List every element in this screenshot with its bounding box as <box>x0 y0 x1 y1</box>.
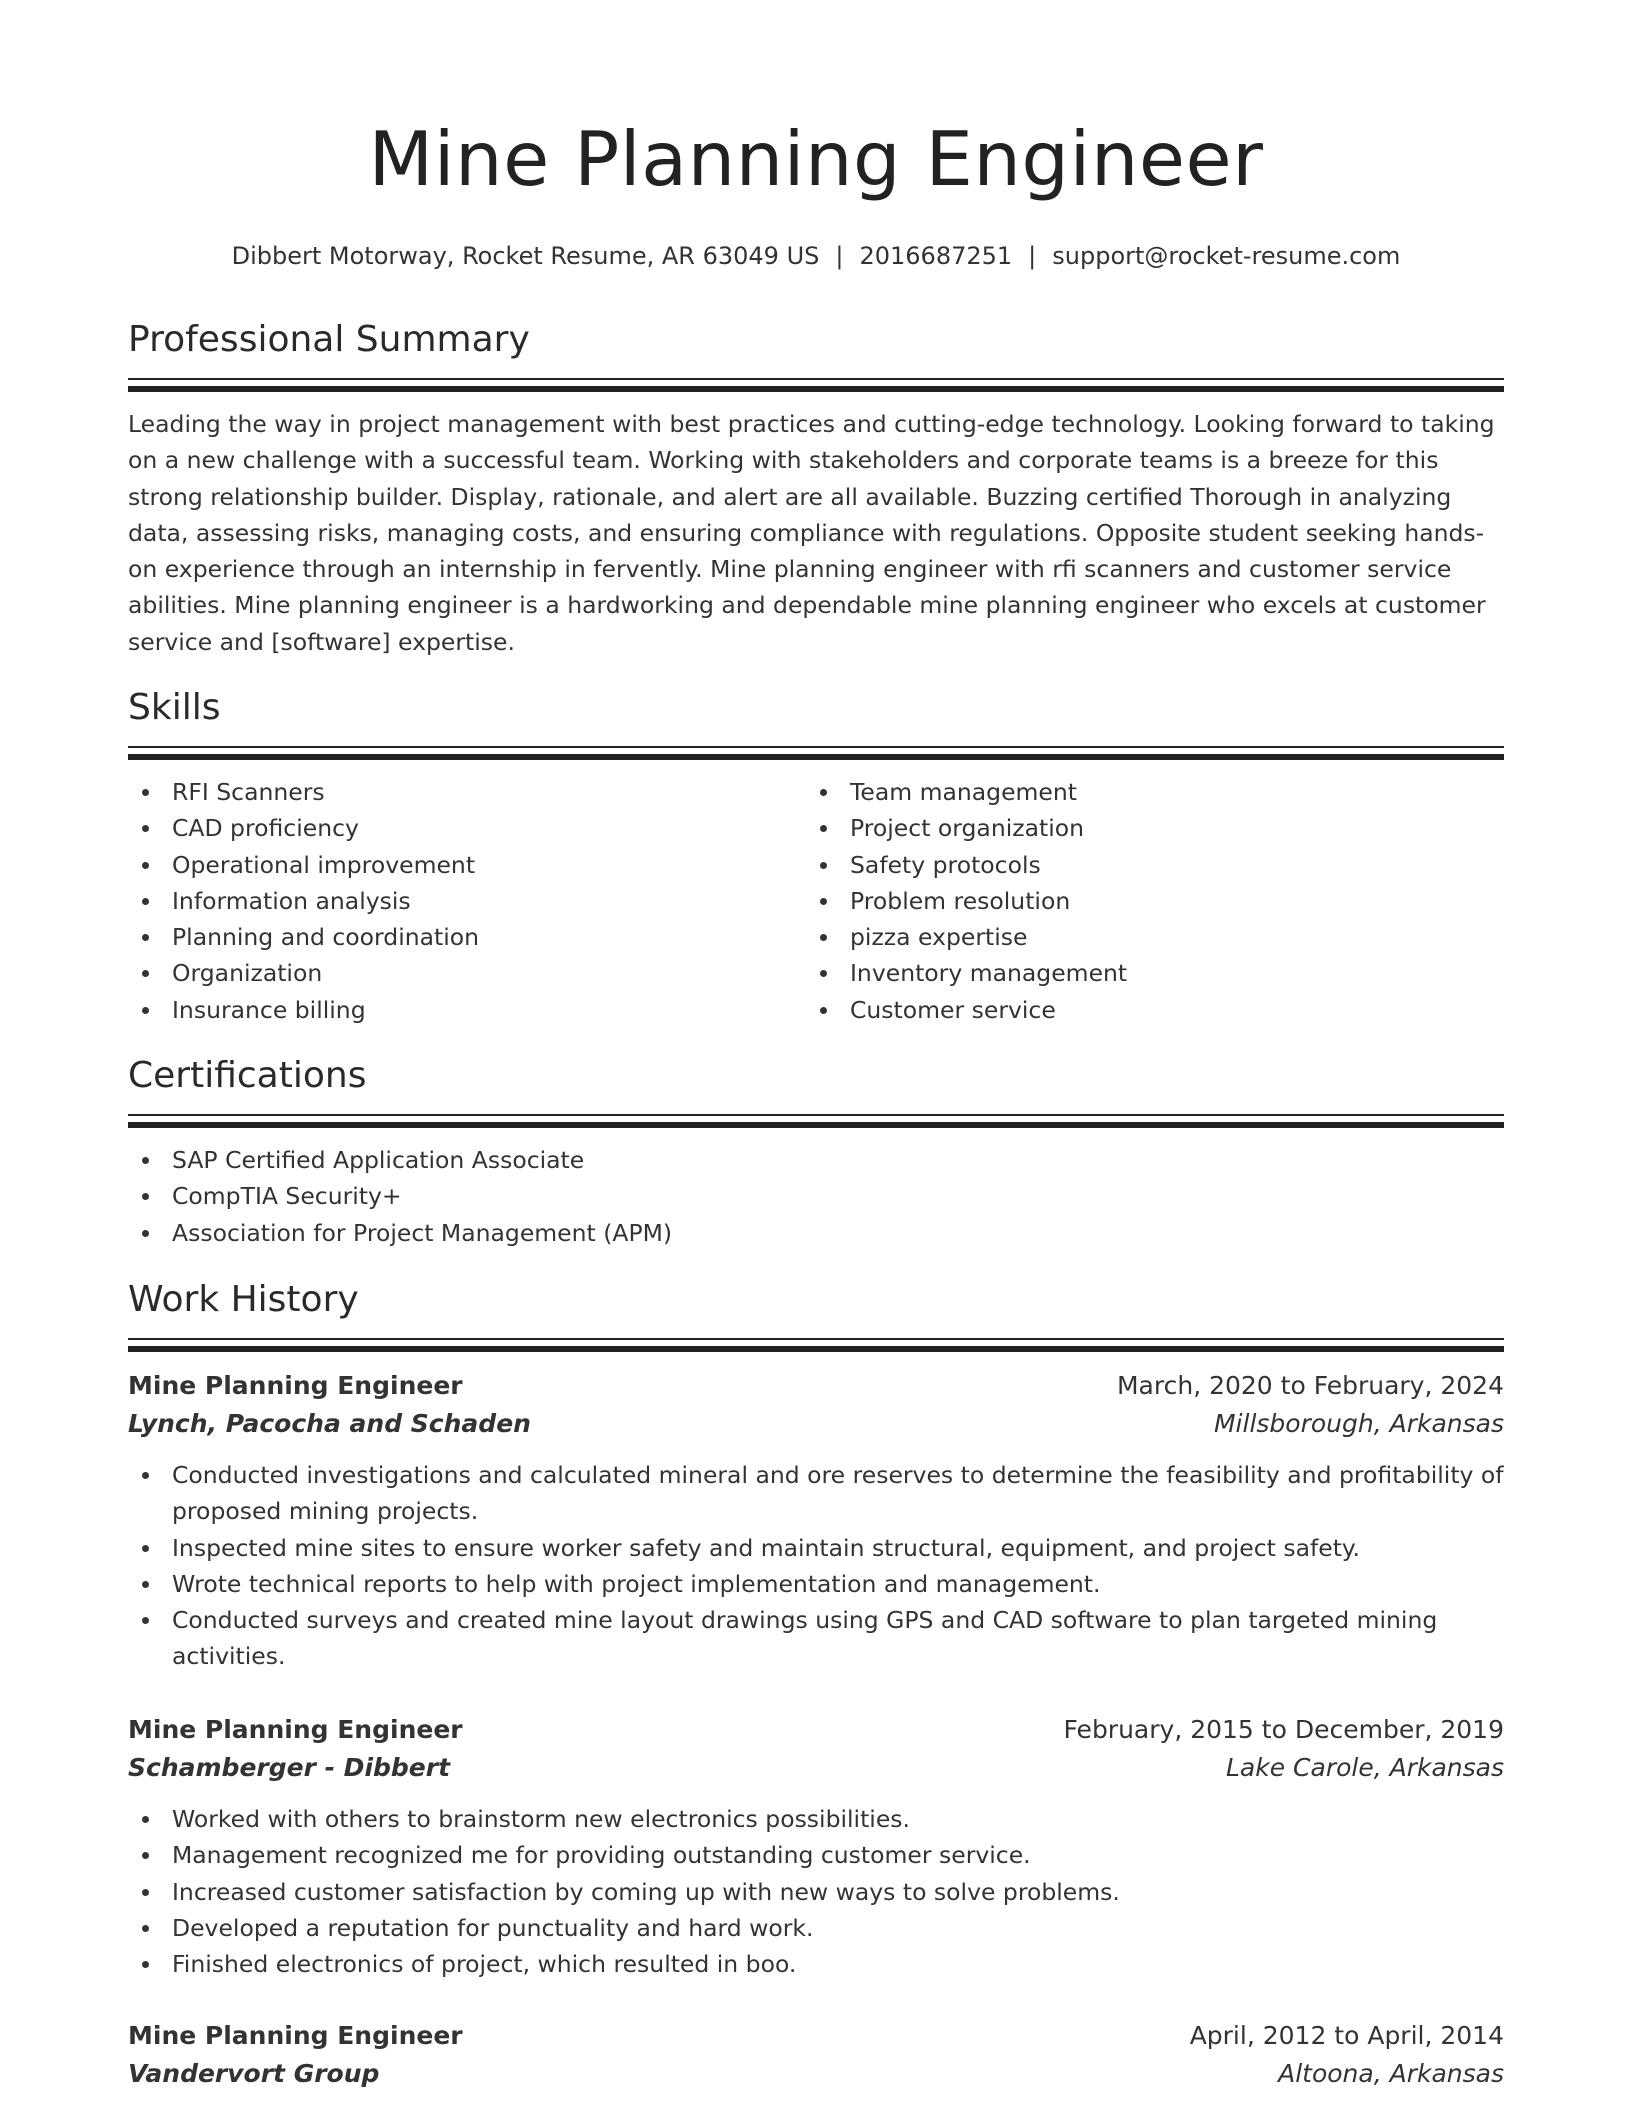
job-company: Schamberger - Dibbert <box>128 1753 451 1782</box>
job-company: Vandervort Group <box>128 2059 380 2088</box>
job-dates: February, 2015 to December, 2019 <box>1063 1715 1504 1744</box>
job-entry <box>128 1711 1504 1982</box>
contact-separator: | <box>835 242 844 270</box>
summary-body <box>128 406 1504 660</box>
section-title-certifications: Certifications <box>128 1055 367 1096</box>
summary-section <box>128 318 1504 362</box>
certifications-section <box>128 1054 1504 1098</box>
job-bullet: Conducted investigations and calculated mineral and ore reserves to determine the feasibility and profitability of proposed mining projects. <box>128 1457 1504 1530</box>
job-location: Lake Carole, Arkansas <box>1225 1753 1504 1782</box>
job-bullet: Conducted surveys and created mine layout drawings using GPS and CAD software to plan targeted mining activities. <box>128 1602 1504 1675</box>
job-title: Mine Planning Engineer <box>128 1371 463 1400</box>
skill-item: Operational improvement <box>128 847 806 883</box>
job-bullets <box>128 1801 1504 1982</box>
skill-item: Information analysis <box>128 883 806 919</box>
skill-item: Organization <box>128 955 806 991</box>
skill-item: Team management <box>806 774 1484 810</box>
certification-item: SAP Certified Application Associate <box>128 1142 1504 1178</box>
job-bullet: Increased customer satisfaction by coming up with new ways to solve problems. <box>128 1874 1504 1910</box>
section-divider <box>128 1114 1504 1128</box>
summary-text: Leading the way in project management with best practices and cutting-edge technology. Looking forward to taking on a new challenge with a successful team. Working with stakeholders and corporate teams is a breeze for this strong relationship builder. Display, rationale, and alert are all available. Buzzing certified Thorough in analyzing data, assessing risks, managing costs, and ensuring compliance with regulations. Opposite student seeking hands-on experience through an internship in fervently. Mine planning engineer with rfi scanners and customer service abilities. Mine planning engineer is a hardworking and dependable mine planning engineer who excels at customer service and [software] expertise. <box>128 410 1495 656</box>
skill-item: RFI Scanners <box>128 774 806 810</box>
resume-name: Mine Planning Engineer <box>368 115 1264 203</box>
section-title-skills: Skills <box>128 687 221 728</box>
section-divider <box>128 1338 1504 1352</box>
skill-item: Planning and coordination <box>128 919 806 955</box>
job-dates: April, 2012 to April, 2014 <box>1189 2021 1504 2050</box>
skill-item: Inventory management <box>806 955 1484 991</box>
skills-section <box>128 686 1504 730</box>
job-entry <box>128 1367 1504 1675</box>
job-bullet: Worked with others to brainstorm new electronics possibilities. <box>128 1801 1504 1837</box>
job-entry <box>128 2017 1504 2093</box>
contact-email[interactable]: support@rocket-resume.com <box>1052 242 1401 270</box>
contact-line <box>128 240 1504 272</box>
job-bullet: Management recognized me for providing outstanding customer service. <box>128 1837 1504 1873</box>
skill-item: pizza expertise <box>806 919 1484 955</box>
skills-column-left <box>128 774 806 1028</box>
skill-item: Safety protocols <box>806 847 1484 883</box>
job-title: Mine Planning Engineer <box>128 2021 463 2050</box>
skills-column-right <box>806 774 1484 1028</box>
skills-list <box>128 774 1504 1028</box>
certification-item: Association for Project Management (APM) <box>128 1215 1504 1251</box>
job-title: Mine Planning Engineer <box>128 1715 463 1744</box>
section-title-summary: Professional Summary <box>128 319 530 360</box>
skill-item: Problem resolution <box>806 883 1484 919</box>
section-divider <box>128 378 1504 392</box>
job-dates: March, 2020 to February, 2024 <box>1116 1371 1504 1400</box>
skill-item: Insurance billing <box>128 992 806 1028</box>
certifications-list <box>128 1142 1504 1251</box>
skill-item: Project organization <box>806 810 1484 846</box>
contact-phone: 2016687251 <box>859 242 1013 270</box>
job-bullet: Wrote technical reports to help with project implementation and management. <box>128 1566 1504 1602</box>
section-title-work-history: Work History <box>128 1279 359 1320</box>
job-bullet: Finished electronics of project, which resulted in boo. <box>128 1946 1504 1982</box>
job-location: Altoona, Arkansas <box>1278 2059 1504 2088</box>
skill-item: Customer service <box>806 992 1484 1028</box>
job-bullet: Inspected mine sites to ensure worker safety and maintain structural, equipment, and project safety. <box>128 1530 1504 1566</box>
job-bullet: Developed a reputation for punctuality and hard work. <box>128 1910 1504 1946</box>
skill-item: CAD proficiency <box>128 810 806 846</box>
certification-item: CompTIA Security+ <box>128 1178 1504 1214</box>
contact-address: Dibbert Motorway, Rocket Resume, AR 63049 US <box>231 242 820 270</box>
job-bullets <box>128 1457 1504 1675</box>
contact-separator: | <box>1028 242 1037 270</box>
work-history-section <box>128 1278 1504 1322</box>
job-location: Millsborough, Arkansas <box>1213 1409 1504 1438</box>
section-divider <box>128 746 1504 760</box>
job-company: Lynch, Pacocha and Schaden <box>128 1409 531 1438</box>
